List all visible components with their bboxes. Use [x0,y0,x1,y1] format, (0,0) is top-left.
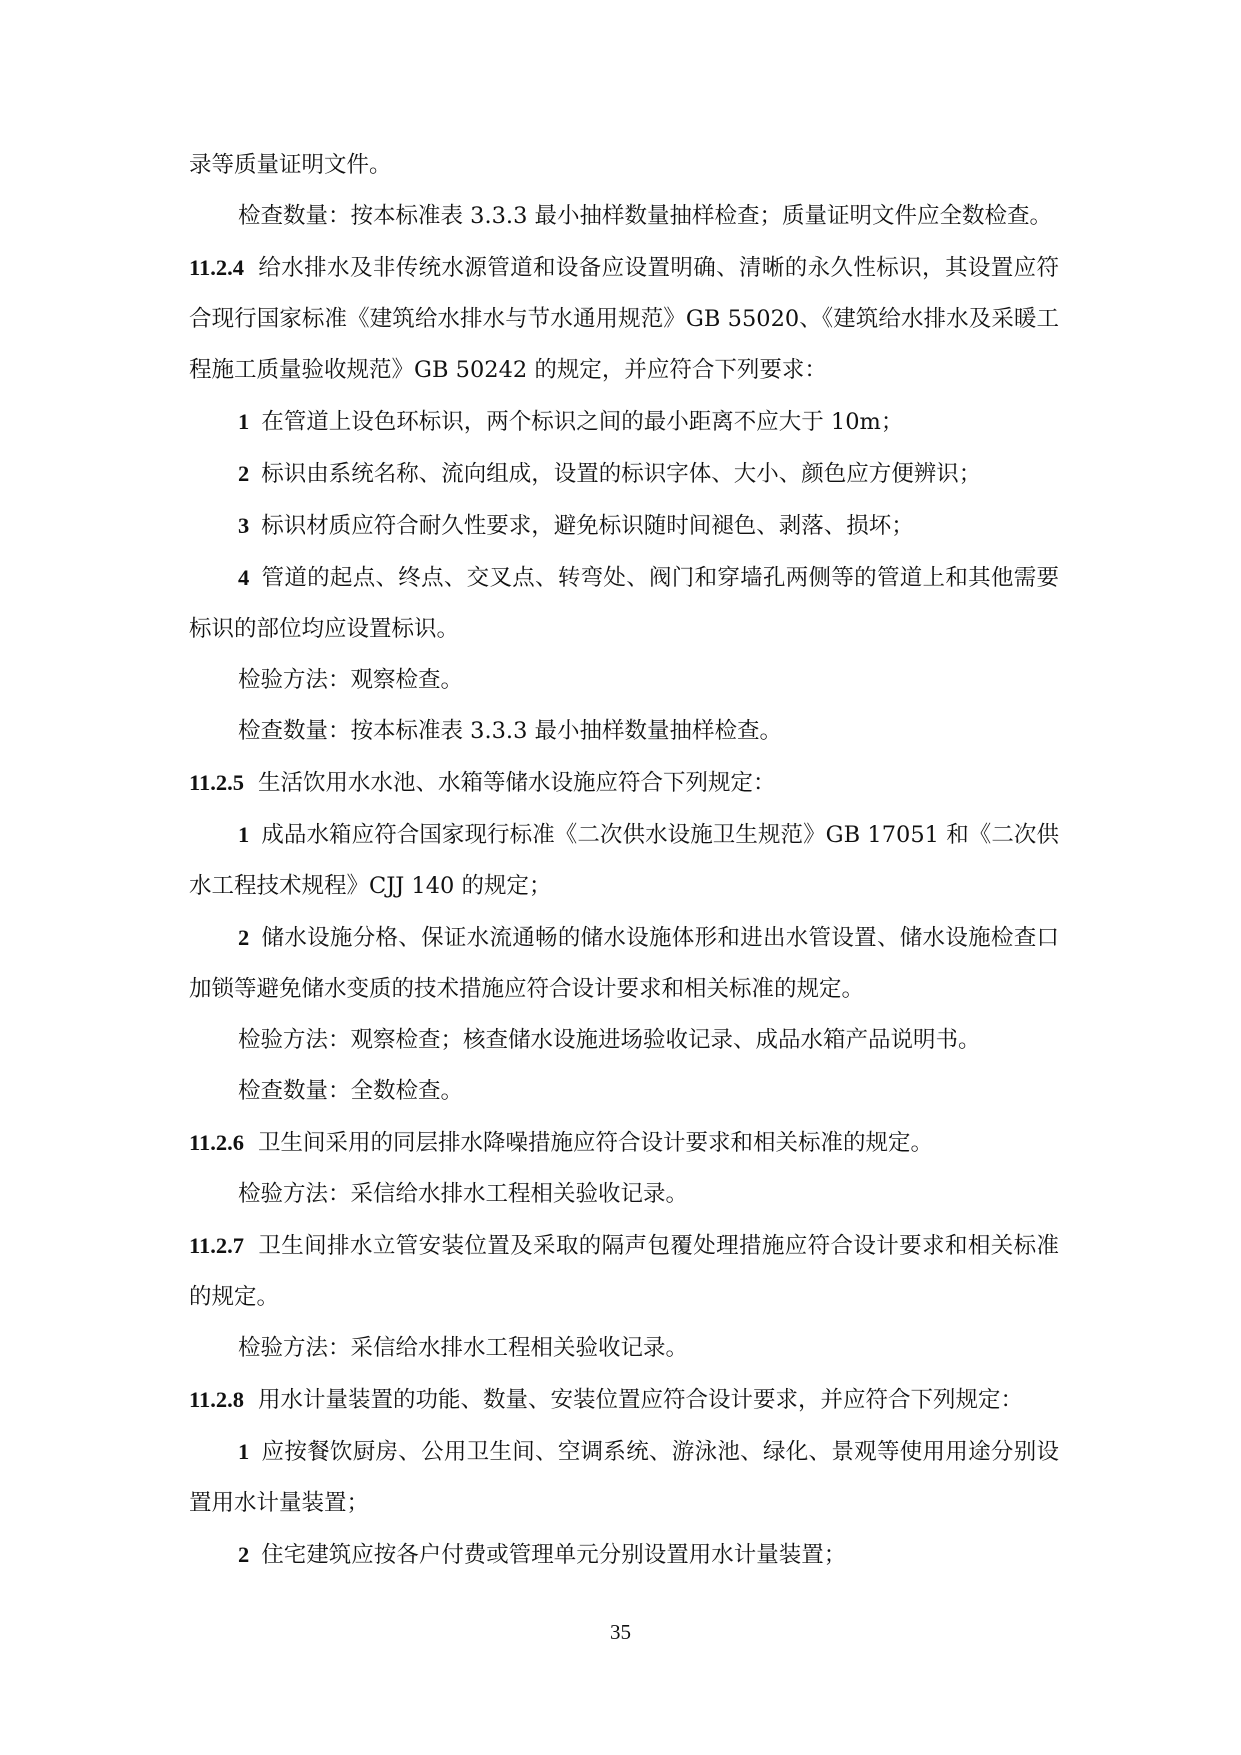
list-item [189,1426,1059,1529]
paragraph-text: 卫生间排水立管安装位置及采取的隔声包覆处理措施应符合设计要求和相关标准的规定。 [189,1233,1059,1310]
item-number: 1 [238,409,250,434]
paragraph-text: 给水排水及非传统水源管道和设备应设置明确、清晰的永久性标识，其设置应符合现行国家标准《建筑给水排水与节水通用规范》GB 55020、《建筑给水排水及采暖工程施工质量验收规范》GB 50242 的规定，并应符合下列要求： [189,255,1059,383]
list-item [189,448,1059,500]
paragraph-text: 检验方法：观察检查；核查储水设施进场验收记录、成品水箱产品说明书。 [238,1027,981,1053]
clause-paragraph [189,757,1059,809]
paragraph-text: 检查数量：按本标准表 3.3.3 最小抽样数量抽样检查；质量证明文件应全数检查。 [238,203,1053,229]
item-number: 2 [238,925,250,950]
paragraph-text: 成品水箱应符合国家现行标准《二次供水设施卫生规范》GB 17051 和《二次供水工程技术规程》CJJ 140 的规定； [189,822,1059,899]
document-body [189,140,1059,1581]
paragraph-text: 标识由系统名称、流向组成，设置的标识字体、大小、颜色应方便辨识； [261,461,982,487]
item-number: 1 [238,1439,250,1464]
paragraph-text: 在管道上设色环标识，两个标识之间的最小距离不应大于 10m； [261,409,904,435]
inspection-note [189,706,1059,757]
list-item [189,552,1059,655]
list-item [189,396,1059,448]
paragraph-text: 卫生间采用的同层排水降噪措施应符合设计要求和相关标准的规定。 [258,1130,934,1156]
paragraph-text: 住宅建筑应按各户付费或管理单元分别设置用水计量装置； [261,1542,847,1568]
clause-number: 11.2.5 [189,770,245,795]
page-number: 35 [610,1620,631,1644]
list-item [189,1529,1059,1581]
paragraph-text: 检验方法：采信给水排水工程相关验收记录。 [238,1335,689,1361]
list-item [189,809,1059,912]
clause-paragraph [189,242,1059,396]
inspection-note [189,1066,1059,1117]
clause-number: 11.2.4 [189,255,245,280]
paragraph-text: 管道的起点、终点、交叉点、转弯处、阀门和穿墙孔两侧等的管道上和其他需要标识的部位均应设置标识。 [189,565,1059,642]
paragraph-text: 检查数量：按本标准表 3.3.3 最小抽样数量抽样检查。 [238,718,783,744]
clause-number: 11.2.8 [189,1387,245,1412]
item-number: 2 [238,461,250,486]
clause-number: 11.2.7 [189,1233,245,1258]
clause-paragraph [189,1117,1059,1169]
clause-paragraph [189,1374,1059,1426]
paragraph-text: 检查数量：全数检查。 [238,1078,464,1104]
list-item [189,500,1059,552]
inspection-note [189,1015,1059,1066]
inspection-note [189,655,1059,706]
inspection-note [189,1323,1059,1374]
paragraph-text: 生活饮用水水池、水箱等储水设施应符合下列规定： [258,770,776,796]
item-number: 2 [238,1542,250,1567]
paragraph-text: 应按餐饮厨房、公用卫生间、空调系统、游泳池、绿化、景观等使用用途分别设置用水计量装置； [189,1439,1059,1516]
continuation-paragraph [189,140,1059,191]
item-number: 3 [238,513,250,538]
item-number: 1 [238,822,250,847]
paragraph-text: 标识材质应符合耐久性要求，避免标识随时间褪色、剥落、损坏； [261,513,914,539]
inspection-note [189,191,1059,242]
item-number: 4 [238,565,250,590]
paragraph-text: 用水计量装置的功能、数量、安装位置应符合设计要求，并应符合下列规定： [258,1387,1024,1413]
clause-number: 11.2.6 [189,1130,245,1155]
paragraph-text: 储水设施分格、保证水流通畅的储水设施体形和进出水管设置、储水设施检查口加锁等避免储水变质的技术措施应符合设计要求和相关标准的规定。 [189,925,1059,1002]
clause-paragraph [189,1220,1059,1323]
paragraph-text: 检验方法：采信给水排水工程相关验收记录。 [238,1181,689,1207]
paragraph-text: 检验方法：观察检查。 [238,667,464,693]
list-item [189,912,1059,1015]
inspection-note [189,1169,1059,1220]
paragraph-text: 录等质量证明文件。 [189,152,392,178]
